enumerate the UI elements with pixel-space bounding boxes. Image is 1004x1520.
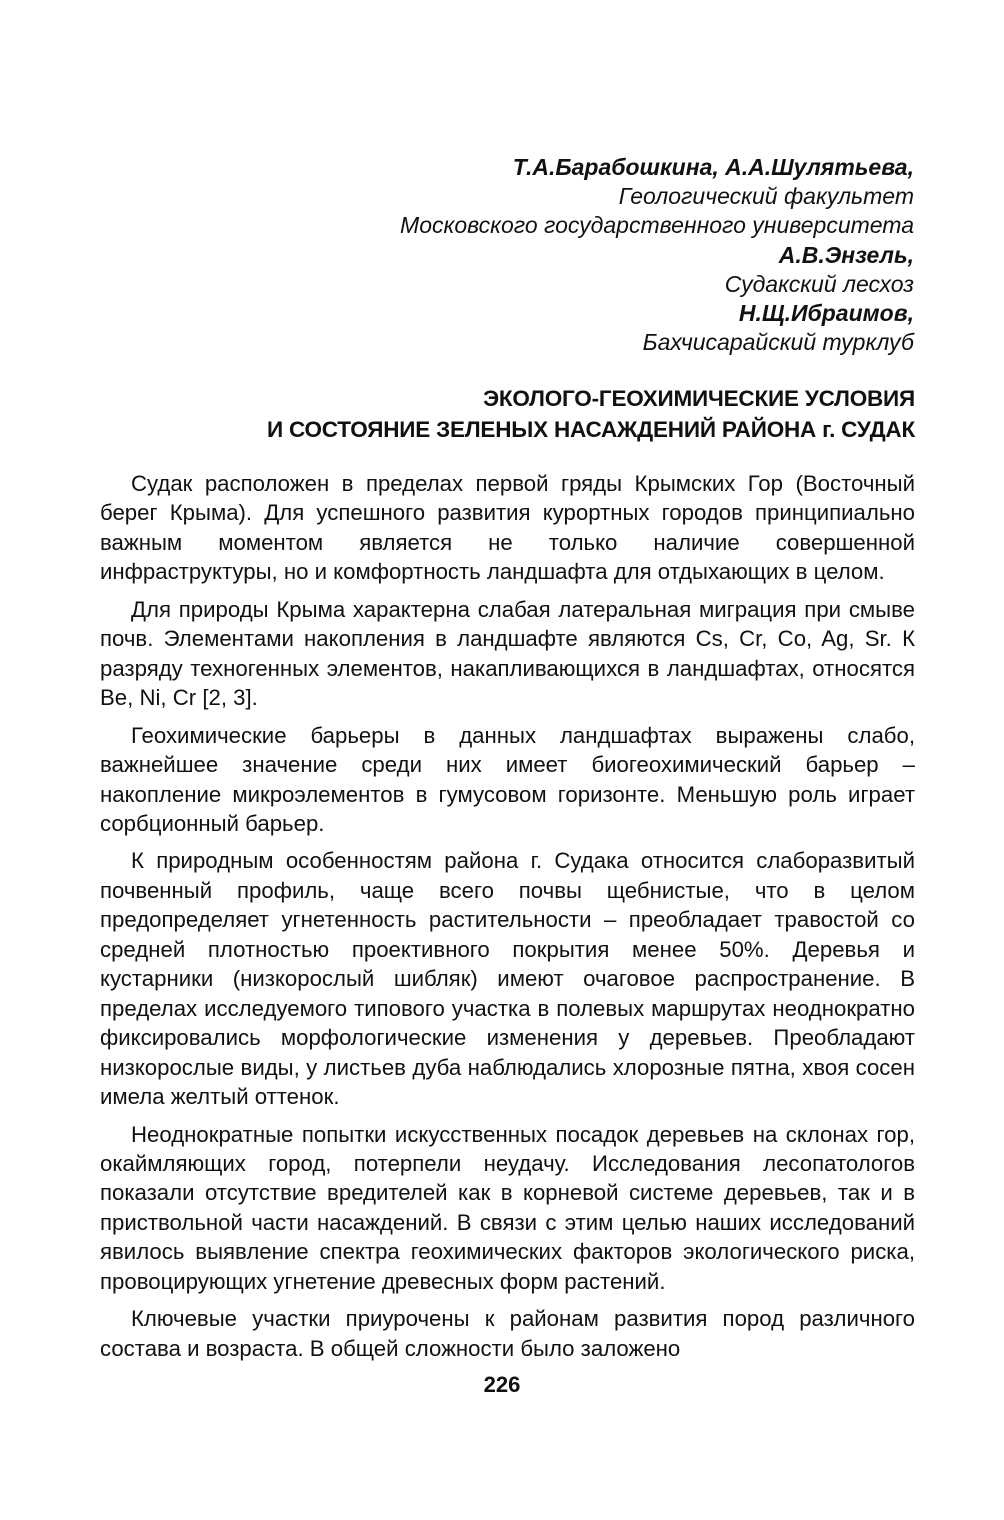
affiliation-3: Бахчисарайский турклуб — [642, 329, 914, 356]
paragraph-1: Судак расположен в пределах первой гряды Крымских Гор (Восточный берег Крыма). Для успешного развития курортных городов принципиально важным моментом является не только наличие совершенной инфраструктуры, но и комфортность ландшафта для отдыхающих в целом. — [100, 471, 915, 585]
author-names-1: Т.А.Барабошкина, А.А.Шулятьева, — [512, 154, 914, 180]
paragraph-5: Неоднократные попытки искусственных посадок деревьев на склонах гор, окаймляющих город, потерпели неудачу. Исследования лесопатологов показали отсутствие вредителей как в корневой системе деревьев, так и в приствольной части насаждений. В связи с этим целью наших исследований явилось выявление спектра геохимических факторов экологического риска, провоцирующих угнетение древесных форм растений. — [100, 1121, 915, 1294]
article-title — [100, 383, 915, 445]
author-block — [300, 153, 914, 357]
paragraph-4: К природным особенностям района г. Судака относится слаборазвитый почвенный профиль, чаще всего почвы щебнистые, что в целом предопределяет угнетенность растительности – преобладает травостой со средней плотностью проективного покрытия менее 50%. Деревья и кустарники (низкорослый шибляк) имеют очаговое распространение. В пределах исследуемого типового участка в полевых маршрутах неоднократно фиксировались морфологические изменения у деревьев. Преобладают низкорослые виды, у листьев дуба наблюдались хлорозные пятна, хвоя сосен имела желтый оттенок. — [100, 848, 915, 1110]
paragraph-3: Геохимические барьеры в данных ландшафтах выражены слабо, важнейшее значение среди них имеет биогеохимический барьер – накопление микроэлементов в гумусовом горизонте. Меньшую роль играет сорбционный барьер. — [100, 722, 915, 836]
title-line-1: ЭКОЛОГО-ГЕОХИМИЧЕСКИЕ УСЛОВИЯ — [483, 386, 915, 411]
paragraph-6: Ключевые участки приурочены к районам развития пород различного состава и возраста. В общей сложности было заложено — [100, 1306, 915, 1361]
page-number: 226 — [483, 1372, 521, 1397]
affiliation-2: Судакский лесхоз — [724, 270, 914, 297]
author-name-3: Н.Щ.Ибраимов, — [738, 300, 914, 327]
affiliation-1b: Московского государственного университета — [400, 212, 914, 239]
article-body — [100, 469, 915, 1371]
author-name-2: А.В.Энзель, — [778, 241, 914, 268]
paragraph-2: Для природы Крыма характерна слабая латеральная миграция при смыве почв. Элементами накопления в ландшафте являются Cs, Cr, Co, Ag, Sr. К разряду техногенных элементов, накапливающихся в ландшафтах, относятся Be, Ni, Cr [2, 3]. — [100, 596, 915, 711]
title-line-2: И СОСТОЯНИЕ ЗЕЛЕНЫХ НАСАЖДЕНИЙ РАЙОНА г. СУДАК — [266, 417, 915, 442]
affiliation-1a: Геологический факультет — [618, 183, 914, 210]
